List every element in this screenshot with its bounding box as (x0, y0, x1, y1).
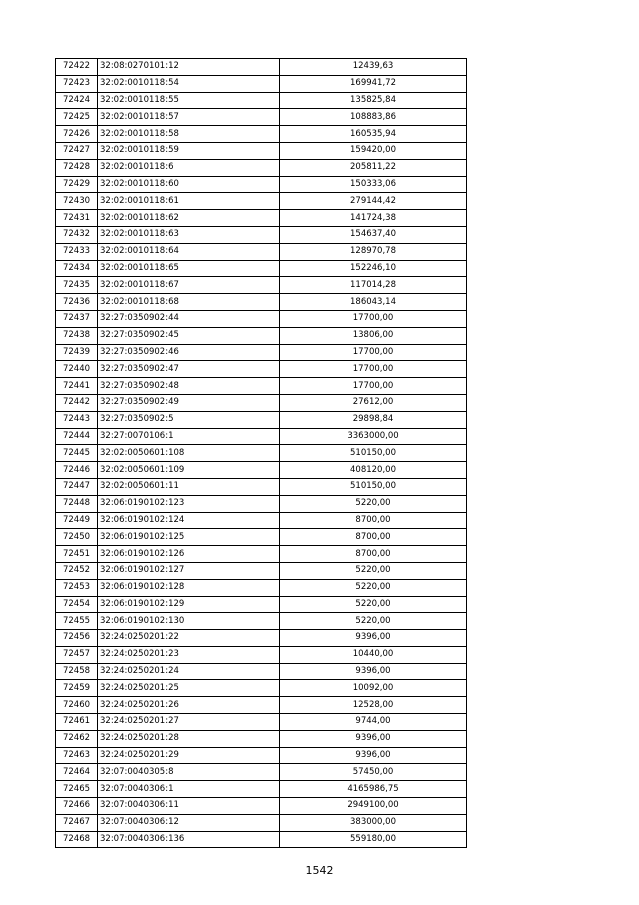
cadastral-value-cell: 510150,00 (280, 478, 467, 495)
row-number-cell: 72445 (56, 445, 98, 462)
cadastral-number-cell: 32:07:0040305:8 (98, 764, 280, 781)
cadastral-value-cell: 12439,63 (280, 59, 467, 76)
cadastral-number-cell: 32:02:0010118:65 (98, 260, 280, 277)
table-row (56, 243, 467, 260)
row-number-cell: 72426 (56, 126, 98, 143)
cadastral-number-cell: 32:27:0350902:46 (98, 344, 280, 361)
row-number-cell: 72456 (56, 630, 98, 647)
cadastral-value-cell: 159420,00 (280, 142, 467, 159)
row-number-cell: 72458 (56, 663, 98, 680)
cadastral-number-cell: 32:02:0050601:109 (98, 462, 280, 479)
table-row (56, 764, 467, 781)
cadastral-value-cell: 9396,00 (280, 663, 467, 680)
cadastral-value-cell: 8700,00 (280, 546, 467, 563)
cadastral-value-cell: 13806,00 (280, 327, 467, 344)
row-number-cell: 72462 (56, 730, 98, 747)
cadastral-number-cell: 32:06:0190102:125 (98, 529, 280, 546)
table-row (56, 730, 467, 747)
cadastral-value-cell: 408120,00 (280, 462, 467, 479)
table-row (56, 562, 467, 579)
cadastral-value-cell: 141724,38 (280, 210, 467, 227)
cadastral-number-cell: 32:02:0010118:6 (98, 159, 280, 176)
table-row (56, 814, 467, 831)
row-number-cell: 72457 (56, 646, 98, 663)
cadastral-value-cell: 8700,00 (280, 529, 467, 546)
cadastral-number-cell: 32:24:0250201:28 (98, 730, 280, 747)
cadastral-value-cell: 279144,42 (280, 193, 467, 210)
table-row (56, 747, 467, 764)
row-number-cell: 72432 (56, 226, 98, 243)
cadastral-number-cell: 32:02:0010118:59 (98, 142, 280, 159)
row-number-cell: 72441 (56, 378, 98, 395)
cadastral-number-cell: 32:06:0190102:130 (98, 613, 280, 630)
cadastral-value-cell: 135825,84 (280, 92, 467, 109)
table-row (56, 92, 467, 109)
cadastral-value-cell: 57450,00 (280, 764, 467, 781)
table-row (56, 327, 467, 344)
cadastral-value-cell: 160535,94 (280, 126, 467, 143)
row-number-cell: 72450 (56, 529, 98, 546)
table-row (56, 462, 467, 479)
table-row (56, 59, 467, 76)
cadastral-value-cell: 10440,00 (280, 646, 467, 663)
cadastral-value-cell: 5220,00 (280, 613, 467, 630)
row-number-cell: 72452 (56, 562, 98, 579)
row-number-cell: 72423 (56, 75, 98, 92)
cadastral-number-cell: 32:27:0350902:45 (98, 327, 280, 344)
cadastral-value-cell: 128970,78 (280, 243, 467, 260)
cadastral-number-cell: 32:02:0010118:68 (98, 294, 280, 311)
page-number: 1542 (305, 864, 334, 877)
table-row (56, 781, 467, 798)
row-number-cell: 72443 (56, 411, 98, 428)
row-number-cell: 72459 (56, 680, 98, 697)
cadastral-number-cell: 32:24:0250201:27 (98, 714, 280, 731)
row-number-cell: 72437 (56, 310, 98, 327)
table-row (56, 529, 467, 546)
table-row (56, 546, 467, 563)
row-number-cell: 72446 (56, 462, 98, 479)
cadastral-value-cell: 150333,06 (280, 176, 467, 193)
table-row (56, 126, 467, 143)
cadastral-number-cell: 32:06:0190102:127 (98, 562, 280, 579)
cadastral-number-cell: 32:07:0040306:136 (98, 831, 280, 848)
row-number-cell: 72433 (56, 243, 98, 260)
row-number-cell: 72447 (56, 478, 98, 495)
row-number-cell: 72461 (56, 714, 98, 731)
cadastral-number-cell: 32:02:0010118:61 (98, 193, 280, 210)
table-row (56, 294, 467, 311)
table-row (56, 142, 467, 159)
row-number-cell: 72467 (56, 814, 98, 831)
row-number-cell: 72453 (56, 579, 98, 596)
table-row (56, 277, 467, 294)
row-number-cell: 72430 (56, 193, 98, 210)
cadastral-value-cell: 108883,86 (280, 109, 467, 126)
row-number-cell: 72439 (56, 344, 98, 361)
table-row (56, 159, 467, 176)
cadastral-number-cell: 32:24:0250201:25 (98, 680, 280, 697)
table-row (56, 579, 467, 596)
cadastral-value-cell: 27612,00 (280, 394, 467, 411)
cadastral-value-cell: 17700,00 (280, 310, 467, 327)
table-row (56, 831, 467, 848)
row-number-cell: 72455 (56, 613, 98, 630)
cadastral-number-cell: 32:07:0040306:1 (98, 781, 280, 798)
row-number-cell: 72428 (56, 159, 98, 176)
table-row (56, 646, 467, 663)
cadastral-number-cell: 32:02:0010118:57 (98, 109, 280, 126)
cadastral-value-cell: 205811,22 (280, 159, 467, 176)
cadastral-number-cell: 32:06:0190102:124 (98, 512, 280, 529)
row-number-cell: 72431 (56, 210, 98, 227)
cadastral-number-cell: 32:24:0250201:24 (98, 663, 280, 680)
cadastral-number-cell: 32:02:0010118:58 (98, 126, 280, 143)
cadastral-value-cell: 154637,40 (280, 226, 467, 243)
table-row (56, 378, 467, 395)
row-number-cell: 72422 (56, 59, 98, 76)
cadastral-value-cell: 17700,00 (280, 378, 467, 395)
cadastral-number-cell: 32:02:0010118:64 (98, 243, 280, 260)
table-row (56, 260, 467, 277)
table-row (56, 176, 467, 193)
cadastral-value-cell: 169941,72 (280, 75, 467, 92)
row-number-cell: 72434 (56, 260, 98, 277)
row-number-cell: 72442 (56, 394, 98, 411)
cadastral-number-cell: 32:08:0270101:12 (98, 59, 280, 76)
cadastral-number-cell: 32:27:0350902:5 (98, 411, 280, 428)
row-number-cell: 72425 (56, 109, 98, 126)
table-row (56, 613, 467, 630)
row-number-cell: 72440 (56, 361, 98, 378)
cadastral-value-cell: 10092,00 (280, 680, 467, 697)
table-row (56, 445, 467, 462)
table-row (56, 109, 467, 126)
cadastral-number-cell: 32:06:0190102:129 (98, 596, 280, 613)
row-number-cell: 72454 (56, 596, 98, 613)
row-number-cell: 72463 (56, 747, 98, 764)
row-number-cell: 72460 (56, 697, 98, 714)
table-row (56, 680, 467, 697)
table-row (56, 663, 467, 680)
cadastral-number-cell: 32:02:0010118:54 (98, 75, 280, 92)
row-number-cell: 72429 (56, 176, 98, 193)
cadastral-value-cell: 17700,00 (280, 361, 467, 378)
table-row (56, 478, 467, 495)
row-number-cell: 72438 (56, 327, 98, 344)
table-row (56, 411, 467, 428)
cadastral-number-cell: 32:07:0040306:12 (98, 814, 280, 831)
row-number-cell: 72449 (56, 512, 98, 529)
cadastral-value-cell: 2949100,00 (280, 798, 467, 815)
table-row (56, 226, 467, 243)
cadastral-value-cell: 8700,00 (280, 512, 467, 529)
cadastral-value-cell: 9396,00 (280, 630, 467, 647)
cadastral-value-cell: 510150,00 (280, 445, 467, 462)
table-row (56, 714, 467, 731)
cadastral-value-cell: 4165986,75 (280, 781, 467, 798)
row-number-cell: 72435 (56, 277, 98, 294)
cadastral-number-cell: 32:02:0010118:55 (98, 92, 280, 109)
cadastral-value-cell: 5220,00 (280, 495, 467, 512)
cadastral-value-cell: 12528,00 (280, 697, 467, 714)
cadastral-number-cell: 32:02:0010118:63 (98, 226, 280, 243)
row-number-cell: 72465 (56, 781, 98, 798)
cadastral-number-cell: 32:27:0350902:48 (98, 378, 280, 395)
cadastral-number-cell: 32:02:0010118:67 (98, 277, 280, 294)
cadastral-value-cell: 152246,10 (280, 260, 467, 277)
cadastral-number-cell: 32:27:0350902:49 (98, 394, 280, 411)
row-number-cell: 72468 (56, 831, 98, 848)
cadastral-value-cell: 5220,00 (280, 579, 467, 596)
row-number-cell: 72448 (56, 495, 98, 512)
cadastral-number-cell: 32:02:0050601:108 (98, 445, 280, 462)
cadastral-value-cell: 17700,00 (280, 344, 467, 361)
cadastral-value-cell: 9396,00 (280, 730, 467, 747)
cadastral-number-cell: 32:24:0250201:29 (98, 747, 280, 764)
row-number-cell: 72451 (56, 546, 98, 563)
table-row (56, 798, 467, 815)
row-number-cell: 72466 (56, 798, 98, 815)
cadastral-number-cell: 32:27:0350902:44 (98, 310, 280, 327)
cadastral-number-cell: 32:24:0250201:26 (98, 697, 280, 714)
cadastral-number-cell: 32:07:0040306:11 (98, 798, 280, 815)
cadastral-number-cell: 32:02:0010118:62 (98, 210, 280, 227)
row-number-cell: 72427 (56, 142, 98, 159)
table-row (56, 512, 467, 529)
cadastral-number-cell: 32:02:0010118:60 (98, 176, 280, 193)
cadastral-number-cell: 32:02:0050601:11 (98, 478, 280, 495)
cadastral-number-cell: 32:27:0070106:1 (98, 428, 280, 445)
cadastral-value-cell: 117014,28 (280, 277, 467, 294)
row-number-cell: 72444 (56, 428, 98, 445)
table-row (56, 210, 467, 227)
cadastral-number-cell: 32:24:0250201:22 (98, 630, 280, 647)
table-row (56, 495, 467, 512)
cadastral-value-cell: 559180,00 (280, 831, 467, 848)
cadastral-value-cell: 5220,00 (280, 596, 467, 613)
table-row (56, 310, 467, 327)
table-row (56, 697, 467, 714)
table-row (56, 428, 467, 445)
table-row (56, 75, 467, 92)
row-number-cell: 72436 (56, 294, 98, 311)
table-row (56, 344, 467, 361)
cadastral-value-cell: 383000,00 (280, 814, 467, 831)
row-number-cell: 72424 (56, 92, 98, 109)
cadastral-number-cell: 32:06:0190102:126 (98, 546, 280, 563)
cadastral-value-cell: 5220,00 (280, 562, 467, 579)
cadastral-value-cell: 9396,00 (280, 747, 467, 764)
cadastral-number-cell: 32:27:0350902:47 (98, 361, 280, 378)
cadastral-value-cell: 29898,84 (280, 411, 467, 428)
cadastral-value-cell: 3363000,00 (280, 428, 467, 445)
table-row (56, 630, 467, 647)
table-row (56, 361, 467, 378)
cadastral-value-cell: 186043,14 (280, 294, 467, 311)
cadastral-number-cell: 32:06:0190102:123 (98, 495, 280, 512)
table-row (56, 193, 467, 210)
cadastral-number-cell: 32:06:0190102:128 (98, 579, 280, 596)
table-row (56, 596, 467, 613)
cadastral-number-cell: 32:24:0250201:23 (98, 646, 280, 663)
row-number-cell: 72464 (56, 764, 98, 781)
table-row (56, 394, 467, 411)
cadastral-value-table (55, 58, 467, 848)
table-body (56, 59, 467, 848)
cadastral-value-cell: 9744,00 (280, 714, 467, 731)
